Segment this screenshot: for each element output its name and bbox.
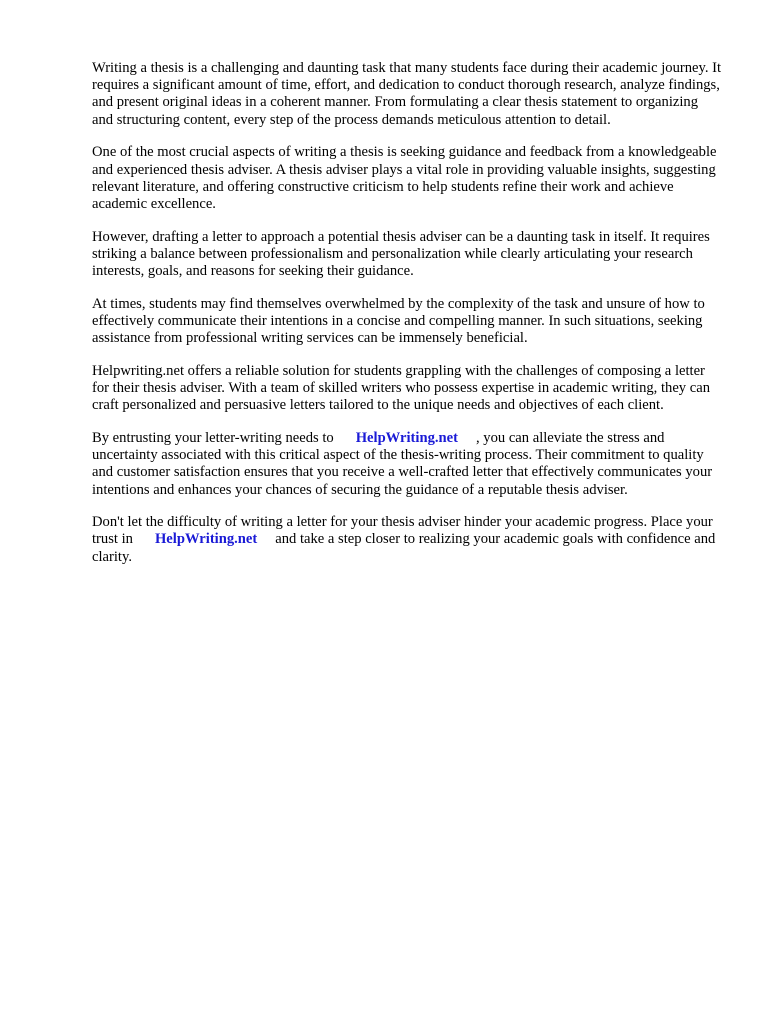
helpwriting-link[interactable]: HelpWriting.net (355, 429, 458, 446)
paragraph-adviser-role: One of the most crucial aspects of writing a thesis is seeking guidance and feedback from a knowledgeable and experienced thesis adviser. A thesis adviser plays a vital role in providing valuable insights, suggesting relevant literature, and offering constructive criticism to help students refine their work and achieve academic excellence. (92, 144, 717, 212)
helpwriting-link-closing[interactable]: HelpWriting.net (154, 531, 258, 548)
paragraph-closing-before: Don't let the difficulty of writing a letter for your thesis adviser hinder your academic progress. Place your trust in (92, 514, 713, 548)
paragraph-closing (92, 514, 722, 566)
document-body (92, 60, 722, 581)
paragraph-entrusting-before: By entrusting your letter-writing needs to (92, 429, 334, 446)
paragraph-intro: Writing a thesis is a challenging and daunting task that many students face during their academic journey. It requires a significant amount of time, effort, and dedication to conduct thorough research, analyze findings, and present original ideas in a coherent manner. From formulating a clear thesis statement to organizing and structuring content, every step of the process demands meticulous attention to detail. (92, 60, 722, 128)
paragraph-helpwriting-solution: Helpwriting.net offers a reliable solution for students grappling with the challenges of composing a letter for their thesis adviser. With a team of skilled writers who possess expertise in academic writing, they can craft personalized and persuasive letters tailored to the unique needs and objectives of each client. (92, 362, 710, 414)
paragraph-overwhelmed: At times, students may find themselves overwhelmed by the complexity of the task and unsure of how to effectively communicate their intentions in a concise and compelling manner. In such situations, seeking assistance from professional writing services can be immensely beneficial. (92, 295, 705, 347)
paragraph-closing-after: and take a step closer to realizing your academic goals with confidence and clarity. (92, 531, 716, 565)
paragraph-drafting-letter: However, drafting a letter to approach a potential thesis adviser can be a daunting task in itself. It requires striking a balance between professionalism and personalization while clearly articulating your research interests, goals, and reasons for seeking their guidance. (92, 228, 710, 280)
paragraph-entrusting-after: , you can alleviate the stress and uncertainty associated with this critical aspect of the thesis-writing process. Their commitment to quality and customer satisfaction ensures that you receive a well-crafted letter that effectively communicates your intentions and enhances your chances of securing the guidance of a reputable thesis adviser. (92, 429, 713, 498)
paragraph-entrusting (92, 430, 722, 499)
